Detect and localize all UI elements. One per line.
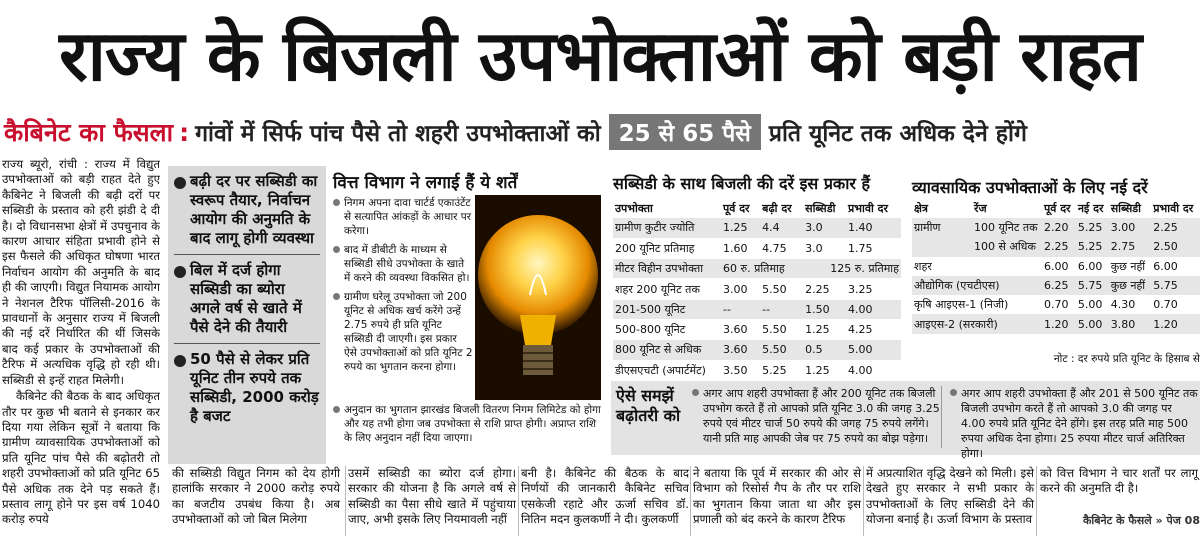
table-row: [613, 360, 901, 380]
table-cell: 3.50: [721, 360, 760, 380]
light-bulb-icon: [475, 195, 601, 400]
table-note: नोट : दर रुपये प्रति यूनिट के हिसाब से: [1053, 353, 1200, 365]
rates-table-title: सब्सिडी के साथ बिजली की दरें इस प्रकार हैं: [613, 174, 870, 193]
table-cell: 800 यूनिट से अधिक: [613, 340, 721, 360]
table-cell: 1.20: [1151, 314, 1200, 333]
table-cell: 5.00: [846, 340, 901, 360]
table-cell: 1.25: [721, 218, 760, 238]
highlight-text: बिल में दर्ज होगा सब्सिडी का ब्योरा अगले वर्ष से खाते में पैसे देने की तैयारी: [190, 261, 302, 336]
table-cell: 4.00: [846, 299, 901, 319]
finance-title: वित्त विभाग ने लगाई हैं ये शर्तें: [333, 173, 518, 193]
table-cell: 2.25: [803, 279, 846, 299]
table-cell: 0.5: [803, 340, 846, 360]
table-cell: 0.70: [1153, 298, 1178, 312]
article-column-1: [2, 157, 160, 537]
table-cell: कृषि आइएस-1 (निजी): [914, 298, 1009, 312]
table-cell: 1.25: [803, 319, 846, 339]
finance-item: [333, 196, 473, 238]
page-reference: कैबिनेट के फैसले » पेज 08: [1082, 514, 1200, 527]
table-cell: औद्योगिक (एचटीएस): [912, 276, 1042, 295]
article-column-7: को वित्त विभाग ने चार शर्तों पर लागू करने की अनुमति दी है।: [1040, 466, 1198, 496]
example-item-text: अगर आप शहरी उपभोक्ता हैं और 201 से 500 यूनिट तक बिजली उपभोग करते हैं तो आपको 3.0 की जगह पर 4.00 रुपये प्रति यूनिट देने होंगे। इस तरह प्रति माह 500 रुपया अधिक देना होगा। 25 रुपया मीटर चार्ज अतिरिक्त होगा।: [961, 387, 1198, 460]
sub-headline-highlight: 25 से 65 पैसे: [609, 114, 761, 150]
table-cell: 201-500 यूनिट: [613, 299, 721, 319]
column-header: नई दर: [1077, 201, 1104, 215]
divider: [174, 254, 320, 255]
table-row: [613, 340, 901, 360]
finance-item: [333, 403, 603, 445]
finance-item-text: निगम अपना दावा चार्टर्ड एकाउंटेंट से सत्यापित आंकड़ों के आधार पर करेगा।: [344, 197, 472, 237]
table-cell: 3.80: [1109, 314, 1152, 333]
table-cell: 5.50: [760, 340, 803, 360]
table-cell: 2.25: [1151, 218, 1200, 237]
table-cell: 6.00: [1077, 259, 1103, 273]
table-row: [613, 279, 901, 299]
column-header: प्रभावी दर: [848, 201, 888, 215]
divider: [690, 466, 691, 536]
column-header: प्रभावी दर: [1153, 201, 1194, 215]
table-cell: 200 यूनिट प्रतिमाह: [613, 238, 721, 258]
divider: [863, 466, 864, 536]
sub-headline-label: कैबिनेट का फैसला: [4, 118, 174, 147]
column-header: सब्सिडी: [805, 201, 836, 215]
table-cell: 1.50: [803, 299, 846, 319]
table-cell: --: [760, 299, 803, 319]
table-cell: 500-800 यूनिट: [613, 319, 721, 339]
divider: [345, 466, 346, 536]
column-header: पूर्व दर: [1044, 201, 1071, 215]
table-cell: 4.00: [846, 360, 901, 380]
table-row: [912, 257, 1200, 276]
column-header: सब्सिडी: [1110, 201, 1141, 215]
table-cell: 5.75: [1151, 276, 1200, 295]
table-cell: 1.20: [1042, 314, 1076, 333]
sub-headline: [0, 109, 1200, 155]
divider: [174, 343, 320, 344]
example-title: ऐसे समझें बढ़ोतरी को: [616, 386, 681, 425]
highlight-item: [174, 261, 320, 337]
table-row: [613, 218, 901, 238]
table-header-row: [613, 198, 901, 218]
rates-table: [613, 198, 901, 381]
finance-item: [333, 290, 473, 374]
commercial-table: [912, 198, 1200, 334]
table-cell: 3.25: [846, 279, 901, 299]
highlight-item: [174, 350, 320, 426]
table-cell: 2.20: [1042, 218, 1076, 237]
bullet-icon: [174, 355, 186, 367]
column-header: पूर्व दर: [723, 201, 750, 215]
bullet-icon: [950, 389, 957, 396]
bullet-icon: [333, 246, 340, 253]
table-cell: शहर: [914, 259, 932, 273]
table-row: [613, 319, 901, 339]
table-cell: 3.0: [803, 238, 846, 258]
highlights-box: [168, 166, 326, 464]
sub-headline-text-2: प्रति यूनिट तक अधिक देने होंगे: [768, 121, 1027, 147]
article-paragraph: राज्य ब्यूरो, रांची : राज्य में विद्युत उपभोक्ताओं को बड़ी राहत देते हुए कैबिनेट ने बिजली की बढ़ी दरों पर सब्सिडी के प्रस्ताव को हरी झंडी दे दी है। दो विधानसभा क्षेत्रों में उपचुनाव के कारण आचार संहिता प्रभावी होने से इस फैसले की अधिकृत घोषणा भारत निर्वाचन आयोग की अनुमति के बाद ही की जाएगी। विद्युत नियामक आयोग ने नेशनल टैरिफ पॉलिसी-2016 के प्रावधानों के अनुसार राज्य में बिजली की नई दरें निर्धारित की थीं जिसके बाद कई प्रकार के उपभोक्ताओं की टैरिफ में अत्यधिक वृद्धि हो रही थी। सब्सिडी से इन्हें राहत मिलेगी।: [2, 157, 160, 387]
finance-item: [333, 243, 473, 285]
table-cell: 4.25: [846, 319, 901, 339]
article-column-4: बनी है। कैबिनेट की बैठक के बाद निर्णयों की जानकारी कैबिनेट सचिव एसकेजी रहाटे और ऊर्जा सचिव डॉ. नितिन मदन कुलकर्णी ने दी। कुलकर्णी: [521, 466, 689, 527]
bullet-icon: [174, 177, 186, 189]
table-row: [613, 238, 901, 258]
table-cell: 5.50: [760, 279, 803, 299]
bullet-icon: [174, 266, 186, 278]
table-cell: 5.00: [1076, 314, 1109, 333]
divider: [941, 386, 942, 448]
table-cell: 4.30: [1110, 298, 1136, 312]
table-cell: 5.25: [1076, 218, 1109, 237]
table-cell: 6.00: [1044, 259, 1069, 273]
table-cell: शहर 200 यूनिट तक: [613, 279, 721, 299]
finance-item-text: अनुदान का भुगतान झारखंड बिजली वितरण निगम लिमिटेड को होगा और यह तभी होगा जब उपभोक्ता से राशि प्राप्त होगी। अप्राप्त राशि के लिए अनुदान नहीं दिया जाएगा।: [344, 404, 601, 444]
divider: [518, 466, 519, 536]
table-row: [912, 276, 1200, 295]
example-item-text: अगर आप शहरी उपभोक्ता हैं और 200 यूनिट तक बिजली उपभोग करते हैं तो आपको प्रति यूनिट 3.0 की जगह 3.25 रुपये एवं मीटर चार्ज 50 रुपये की जगह 75 रुपये लगेंगे। यानी प्रति माह आपकी जेब पर 75 रुपये का बोझ पड़ेगा।: [703, 387, 940, 445]
table-cell: --: [721, 299, 760, 319]
bullet-icon: [333, 406, 340, 413]
headline: राज्य के बिजली उपभोक्ताओं को बड़ी राहत: [59, 15, 1141, 97]
example-item: [692, 386, 942, 446]
table-row: [613, 259, 901, 279]
table-cell: 4.75: [760, 238, 803, 258]
table-row: [912, 237, 1200, 256]
article-column-3: उसमें सब्सिडी का ब्योरा दर्ज होगा। सरकार की योजना है कि अगले वर्ष से सब्सिडी का पैसा सीधे खाते में पहुंचाया जाए, अभी इसके लिए नियमावली नहीं: [348, 466, 516, 527]
article-column-2: की सब्सिडी विद्युत निगम को देय होगी हालांकि सरकार ने 2000 करोड़ रुपये का बजटीय उपबंध किया है। अब उपभोक्ताओं को जो बिल मिलेगा: [172, 466, 340, 527]
article-column-5: ने बताया कि पूर्व में सरकार की ओर से विभाग को रिसोर्स गैप के तौर पर राशि का भुगतान किया जाता था और इस प्रणाली को बंद करने के कारण टैरिफ: [693, 466, 861, 527]
table-cell: 60 रु. प्रतिमाह: [721, 259, 803, 279]
table-cell: 1.60: [721, 238, 760, 258]
table-row: [912, 314, 1200, 333]
table-cell: डीएसएचटी (अपार्टमेंट): [613, 360, 721, 380]
table-cell: 100 यूनिट तक: [972, 218, 1042, 237]
bullet-icon: [333, 199, 340, 206]
sub-headline-text-1: गांवों में सिर्फ पांच पैसे तो शहरी उपभोक्ताओं को: [195, 121, 601, 147]
table-cell: 5.75: [1076, 276, 1109, 295]
table-cell: 3.00: [721, 279, 760, 299]
table-cell: 4.4: [760, 218, 803, 238]
article-paragraph: कैबिनेट की बैठक के बाद अधिकृत तौर पर कुछ भी बताने से इनकार कर दिया गया लेकिन सूत्रों ने बताया कि ग्रामीण व्यावसायिक उपभोक्ताओं को प्रति यूनिट पांच पैसे की बढ़ोतरी तो शहरी उपभोक्ताओं को प्रति यूनिट 65 पैसे अधिक तक देने पड़ सकते हैं। प्रस्ताव लागू होने पर इस वर्ष 1040 करोड़ रुपये: [2, 389, 160, 527]
table-cell: कुछ नहीं: [1109, 276, 1152, 295]
table-cell: ग्रामीण कुटीर ज्योति: [613, 218, 721, 238]
article-column-6: में अप्रत्याशित वृद्धि देखने को मिली। इसे देखते हुए सरकार ने सभी प्रकार के उपभोक्ताओं के लिए सब्सिडी देने की योजना बनाई है। ऊर्जा विभाग के प्रस्ताव: [866, 466, 1034, 527]
table-cell: 5.25: [1076, 237, 1109, 256]
table-cell: ग्रामीण: [912, 218, 972, 237]
table-cell: 1.40: [846, 218, 901, 238]
bullet-icon: [692, 389, 699, 396]
column-header: क्षेत्र: [914, 201, 928, 215]
table-cell: 100 से अधिक: [972, 237, 1042, 256]
column-header: बढ़ी दर: [762, 201, 792, 215]
table-cell: आइएस-2 (सरकारी): [912, 314, 1042, 333]
table-cell: 3.60: [721, 319, 760, 339]
example-item: [950, 386, 1198, 461]
table-cell: 0.70: [1044, 298, 1069, 312]
finance-item-text: बाद में डीबीटी के माध्यम से सब्सिडी सीधे उपभोक्ता के खाते में करने की व्यवस्था विकसित हो।: [344, 244, 470, 284]
table-cell: 5.00: [1077, 298, 1103, 312]
table-cell: 2.25: [1042, 237, 1076, 256]
table-cell: [912, 237, 972, 256]
table-cell: 2.50: [1151, 237, 1200, 256]
column-header: रेंज: [974, 201, 987, 215]
table-cell: 3.60: [721, 340, 760, 360]
table-cell: 5.25: [760, 360, 803, 380]
divider: [1036, 466, 1037, 536]
bullet-icon: [333, 293, 340, 300]
table-cell: 2.75: [1109, 237, 1152, 256]
table-row: [613, 299, 901, 319]
table-cell: 125 रु. प्रतिमाह: [803, 259, 901, 279]
highlight-item: [174, 172, 320, 248]
table-cell: 5.50: [760, 319, 803, 339]
sub-headline-colon: :: [179, 117, 190, 147]
finance-list: [333, 196, 473, 379]
table-cell: 3.00: [1109, 218, 1152, 237]
table-cell: 1.75: [846, 238, 901, 258]
highlight-text: 50 पैसे से लेकर प्रति यूनिट तीन रुपये तक सब्सिडी, 2000 करोड़ है बजट: [190, 350, 319, 425]
commercial-table-title: व्यावसायिक उपभोक्ताओं के लिए नई दरें: [912, 178, 1148, 197]
finance-item-text: ग्रामीण घरेलू उपभोक्ता जो 200 यूनिट से अधिक खर्च करेंगे उन्हें 2.75 रुपये ही प्रति यूनिट सब्सिडी दी जाएगी। इस प्रकार ऐसे उपभोक्ताओं को प्रति यूनिट 2 रुपये का भुगतान करना होगा।: [344, 291, 473, 373]
column-header: उपभोक्ता: [615, 201, 653, 215]
table-cell: कुछ नहीं: [1110, 259, 1146, 273]
table-row: [912, 218, 1200, 237]
table-header-row: [912, 198, 1200, 218]
table-cell: मीटर विहीन उपभोक्ता: [613, 259, 721, 279]
table-row: [912, 295, 1200, 314]
highlight-text: बढ़ी दर पर सब्सिडी का स्वरूप तैयार, निर्वाचन आयोग की अनुमति के बाद लागू होगी व्यवस्था: [190, 172, 318, 247]
table-cell: 1.25: [803, 360, 846, 380]
table-cell: 6.25: [1042, 276, 1076, 295]
table-cell: 6.00: [1153, 259, 1178, 273]
table-cell: 3.0: [803, 218, 846, 238]
